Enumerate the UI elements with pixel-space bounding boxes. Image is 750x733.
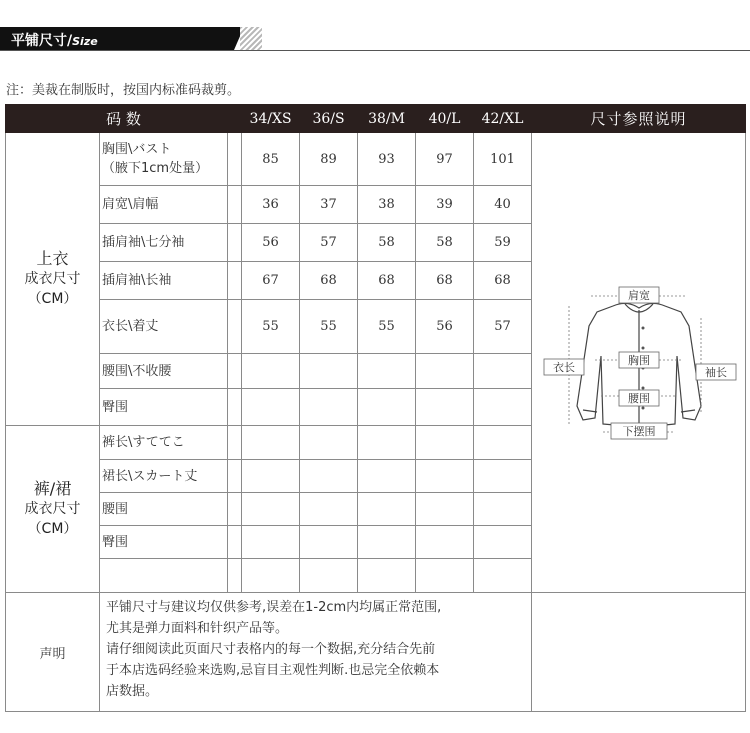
- bottom-group-unit: （CM）: [27, 521, 78, 537]
- header-title: [11, 30, 98, 50]
- measure-label: 插肩袖\七分袖: [100, 224, 228, 262]
- value-cell: [416, 559, 474, 593]
- value-cell: [242, 559, 300, 593]
- value-cell: 40: [474, 186, 532, 224]
- value-cell: [300, 526, 358, 559]
- value-cell: [358, 526, 416, 559]
- top-group-sub: 成衣尺寸: [24, 271, 81, 287]
- value-cell: [300, 460, 358, 493]
- size-header-xl: 42/XL: [474, 105, 532, 133]
- size-code-header: 码 数: [6, 105, 242, 133]
- header-title-sep: /: [67, 33, 73, 49]
- value-cell: [474, 426, 532, 460]
- bottom-group-label: [6, 426, 100, 593]
- size-reference-diagram: [532, 133, 746, 593]
- spacer-cell: [228, 426, 242, 460]
- value-cell: [242, 426, 300, 460]
- spacer-cell: [228, 300, 242, 354]
- spacer-cell: [228, 526, 242, 559]
- measure-label: 裤长\すててこ: [100, 426, 228, 460]
- value-cell: [474, 493, 532, 526]
- measure-label-note: （腋下1cm处量）: [102, 161, 209, 176]
- spacer-cell: [228, 389, 242, 426]
- bottom-group-main: 裤/裙: [33, 479, 72, 498]
- diagram-label-waist: 腰围: [627, 391, 650, 405]
- size-header-xs: 34/XS: [242, 105, 300, 133]
- value-cell: [242, 389, 300, 426]
- size-header-s: 36/S: [300, 105, 358, 133]
- value-cell: 58: [416, 224, 474, 262]
- value-cell: [416, 526, 474, 559]
- value-cell: [358, 559, 416, 593]
- spacer-cell: [228, 224, 242, 262]
- bottom-group-sub: 成衣尺寸: [24, 501, 81, 517]
- value-cell: [358, 460, 416, 493]
- measure-label-main: 胸围\バスト: [102, 142, 172, 157]
- diagram-label-hem: 下摆围: [622, 424, 656, 438]
- declaration-line: 店数据。: [106, 684, 159, 699]
- size-reference-header: 尺寸参照说明: [532, 105, 746, 133]
- value-cell: 101: [474, 133, 532, 186]
- spacer-cell: [228, 133, 242, 186]
- measure-label: 腰围\不收腰: [100, 354, 228, 389]
- table-header-row: [6, 105, 746, 133]
- section-header: [0, 0, 750, 52]
- declaration-line: 请仔细阅读此页面尺寸表格内的每一个数据,充分结合先前: [106, 642, 436, 657]
- value-cell: 55: [358, 300, 416, 354]
- top-group-unit: （CM）: [27, 291, 78, 307]
- value-cell: [474, 389, 532, 426]
- spacer-cell: [228, 460, 242, 493]
- value-cell: 57: [474, 300, 532, 354]
- value-cell: [300, 493, 358, 526]
- value-cell: [474, 559, 532, 593]
- value-cell: [474, 526, 532, 559]
- measure-label: 裙长\スカート丈: [100, 460, 228, 493]
- header-bar: [0, 27, 234, 50]
- declaration-text: [100, 593, 532, 712]
- diagram-label-sleeve: 袖长: [704, 365, 727, 379]
- diagram-label-shoulder: 肩宽: [627, 288, 650, 302]
- value-cell: 59: [474, 224, 532, 262]
- value-cell: 68: [474, 262, 532, 300]
- top-group-main: 上衣: [36, 249, 69, 268]
- cutting-note: 注：美裁在制版时，按国内标准码裁剪。: [6, 83, 241, 98]
- value-cell: [300, 559, 358, 593]
- value-cell: [358, 389, 416, 426]
- spacer-cell: [228, 559, 242, 593]
- measure-label: [100, 559, 228, 593]
- value-cell: 37: [300, 186, 358, 224]
- shirt-diagram: [539, 278, 739, 448]
- value-cell: 89: [300, 133, 358, 186]
- value-cell: 56: [416, 300, 474, 354]
- value-cell: [358, 354, 416, 389]
- header-line: [0, 50, 750, 51]
- spacer-cell: [228, 354, 242, 389]
- measure-label: 臀围: [100, 389, 228, 426]
- declaration-line: 于本店选码经验来选购,忌盲目主观性判断.也忌完全依赖本: [106, 663, 440, 678]
- value-cell: [474, 354, 532, 389]
- value-cell: [416, 354, 474, 389]
- top-group-label: [6, 133, 100, 426]
- size-header-l: 40/L: [416, 105, 474, 133]
- value-cell: 55: [300, 300, 358, 354]
- value-cell: [416, 426, 474, 460]
- value-cell: 58: [358, 224, 416, 262]
- diagram-label-length: 衣长: [552, 360, 575, 374]
- size-header-m: 38/M: [358, 105, 416, 133]
- value-cell: 56: [242, 224, 300, 262]
- value-cell: 68: [358, 262, 416, 300]
- value-cell: 68: [416, 262, 474, 300]
- diagram-label-chest: 胸围: [627, 353, 650, 367]
- value-cell: 68: [300, 262, 358, 300]
- spacer-cell: [228, 493, 242, 526]
- value-cell: [474, 460, 532, 493]
- value-cell: [358, 493, 416, 526]
- declaration-line: 尤其是弹力面料和针织产品等。: [106, 621, 289, 636]
- size-table: [5, 104, 746, 712]
- measure-label: [100, 133, 228, 186]
- value-cell: 85: [242, 133, 300, 186]
- header-title-en: Size: [72, 35, 98, 48]
- value-cell: [242, 526, 300, 559]
- value-cell: 38: [358, 186, 416, 224]
- declaration-line: 平铺尺寸与建议均仅供参考,误差在1-2cm内均属正常范围,: [106, 600, 442, 615]
- header-stripe: [240, 27, 262, 50]
- table-row: [6, 133, 746, 186]
- value-cell: [416, 493, 474, 526]
- value-cell: 55: [242, 300, 300, 354]
- measure-label: 臀围: [100, 526, 228, 559]
- value-cell: [300, 389, 358, 426]
- declaration-row: [6, 593, 746, 712]
- value-cell: [300, 426, 358, 460]
- header-title-cn: 平铺尺寸: [11, 33, 67, 49]
- value-cell: [358, 426, 416, 460]
- measure-label: 插肩袖\长袖: [100, 262, 228, 300]
- declaration-label: 声明: [6, 593, 100, 712]
- value-cell: 97: [416, 133, 474, 186]
- value-cell: 36: [242, 186, 300, 224]
- value-cell: [242, 460, 300, 493]
- declaration-blank: [532, 593, 746, 712]
- value-cell: 93: [358, 133, 416, 186]
- value-cell: 57: [300, 224, 358, 262]
- measure-label: 腰围: [100, 493, 228, 526]
- measure-label: 衣长\着丈: [100, 300, 228, 354]
- spacer-cell: [228, 262, 242, 300]
- value-cell: [242, 354, 300, 389]
- spacer-cell: [228, 186, 242, 224]
- value-cell: [242, 493, 300, 526]
- value-cell: [300, 354, 358, 389]
- value-cell: [416, 389, 474, 426]
- measure-label: 肩宽\肩幅: [100, 186, 228, 224]
- value-cell: 39: [416, 186, 474, 224]
- value-cell: [416, 460, 474, 493]
- value-cell: 67: [242, 262, 300, 300]
